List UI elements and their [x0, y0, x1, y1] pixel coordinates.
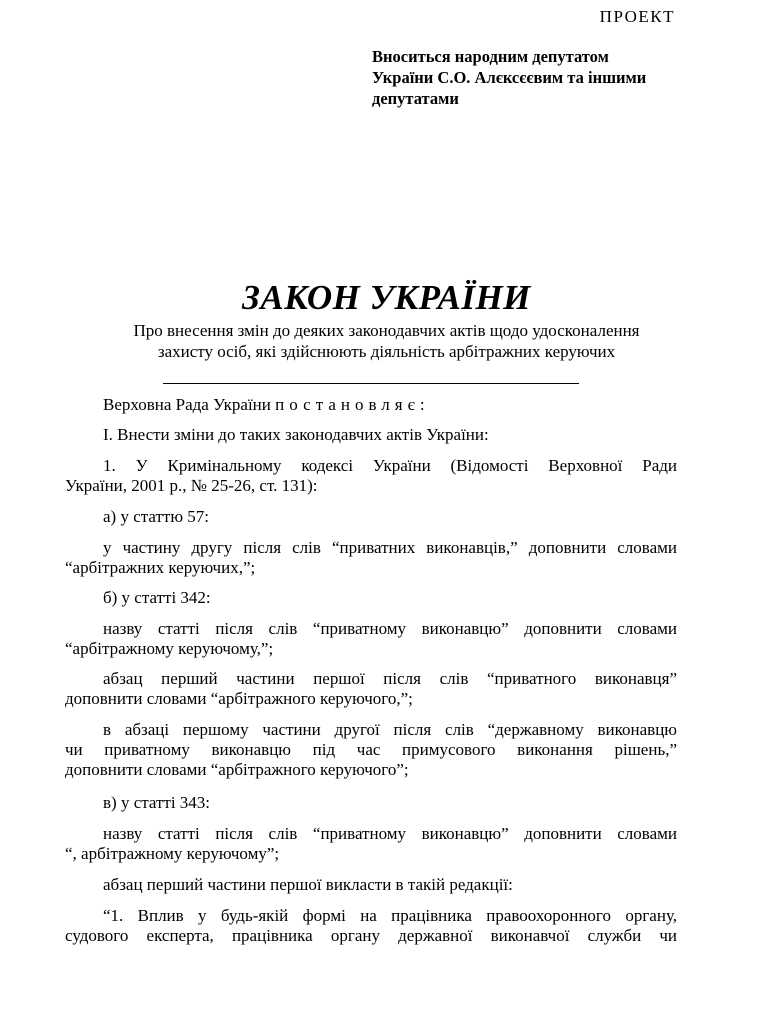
- text-line: б) у статті 342:: [103, 588, 211, 607]
- text-line: “, арбітражному керуючому”;: [65, 844, 280, 863]
- decree-word: постановляє: [275, 395, 420, 414]
- draft-stamp: ПРОЕКТ: [599, 7, 675, 26]
- law-subtitle: [0, 320, 773, 362]
- text-line: в) у статті 343:: [103, 793, 211, 812]
- text-line: “арбітражному керуючому,”;: [65, 639, 274, 658]
- paragraph: [65, 669, 677, 709]
- paragraph: [65, 507, 677, 527]
- text-line: в абзаці першому частини другої після слів “державному виконавцю: [103, 720, 677, 739]
- text-line: доповнити словами “арбітражного керуючого,”;: [65, 689, 413, 708]
- text-line: назву статті після слів “приватному виконавцю” доповнити словами: [103, 619, 677, 638]
- text-line: абзац перший частини першої викласти в такій редакції:: [103, 875, 513, 894]
- paragraph: [65, 425, 677, 445]
- author-note: [372, 46, 702, 109]
- subtitle-line: захисту осіб, які здійснюють діяльність арбітражних керуючих: [157, 342, 616, 361]
- text-line: а) у статтю 57:: [103, 507, 210, 526]
- text-line: [65, 395, 677, 415]
- author-line: України С.О. Алєксєєвим та іншими: [372, 68, 647, 87]
- text-line: назву статті після слів “приватному виконавцю” доповнити словами: [103, 824, 677, 843]
- paragraph: [65, 720, 677, 780]
- text-line: абзац перший частини першої після слів “приватного виконавця”: [103, 669, 677, 688]
- paragraph: [65, 824, 677, 864]
- paragraph: [65, 875, 677, 895]
- paragraph: [65, 456, 677, 496]
- author-line: депутатами: [372, 89, 459, 108]
- paragraph: [65, 395, 677, 415]
- text-line: доповнити словами “арбітражного керуючого”;: [65, 760, 409, 779]
- paragraph: [65, 588, 677, 608]
- paragraph: [65, 538, 677, 578]
- text-line: 1. У Кримінальному кодексі України (Відомості Верховної Ради: [103, 456, 677, 475]
- text-line: України, 2001 р., № 25-26, ст. 131):: [65, 476, 318, 495]
- text-run: Верховна Рада України: [103, 395, 276, 414]
- subtitle-line: Про внесення змін до деяких законодавчих актів щодо удосконалення: [133, 321, 640, 340]
- paragraph: [65, 906, 677, 946]
- law-title: ЗАКОН УКРАЇНИ: [242, 278, 531, 317]
- text-run: :: [419, 395, 425, 414]
- text-line: чи приватному виконавцю під час примусового виконання рішень,”: [65, 740, 677, 759]
- text-line: І. Внести зміни до таких законодавчих актів України:: [103, 425, 489, 444]
- text-line: “арбітражних керуючих,”;: [65, 558, 256, 577]
- text-line: “1. Вплив у будь-якій формі на працівника правоохоронного органу,: [103, 906, 677, 925]
- title-divider: [163, 383, 579, 384]
- text-line: судового експерта, працівника органу державної виконавчої служби чи: [65, 926, 677, 945]
- text-line: у частину другу після слів “приватних виконавців,” доповнити словами: [103, 538, 677, 557]
- paragraph: [65, 619, 677, 659]
- paragraph: [65, 793, 677, 813]
- author-line: Вноситься народним депутатом: [372, 47, 609, 66]
